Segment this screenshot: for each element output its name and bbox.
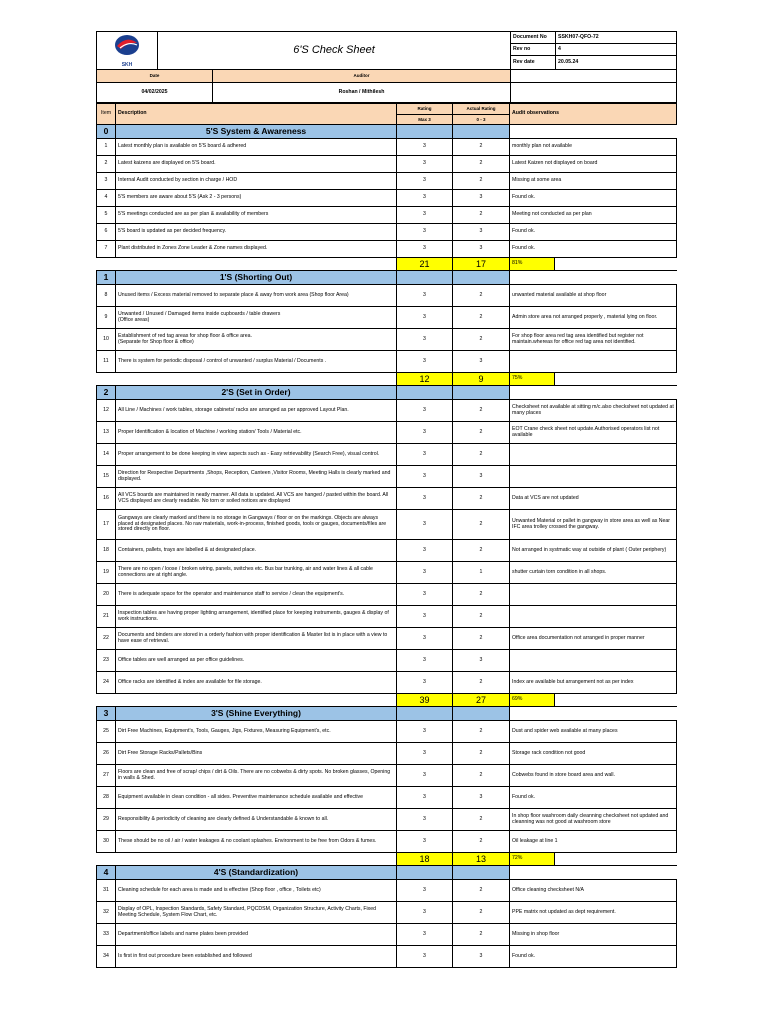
audit-observation: Meeting not conducted as per plan (510, 207, 677, 224)
item-description: Department/office labels and name plates been provided (116, 924, 397, 946)
audit-observation: unwanted material available at shop floor (510, 285, 677, 307)
max-rating: 3 (397, 584, 453, 606)
audit-observation: Storage rack condition not good (510, 743, 677, 765)
item-description: Unused items / Excess material removed to separate place & away from work area (Shop floor Area) (116, 285, 397, 307)
col-rating-sub: Max 3 (397, 115, 453, 125)
item-description: 5'S meetings conducted are as per plan & availability of members (116, 207, 397, 224)
table-row (97, 765, 677, 787)
item-number: 8 (97, 285, 116, 307)
actual-rating: 2 (453, 307, 510, 329)
audit-observation: Admin store area not arranged properly , material lying on floor. (510, 307, 677, 329)
max-rating: 3 (397, 307, 453, 329)
audit-observation: Cobwebs found in store board area and wall. (510, 765, 677, 787)
actual-rating: 3 (453, 946, 510, 968)
actual-rating: 2 (453, 329, 510, 351)
audit-observation: Index are available but arrangement not as per index (510, 672, 677, 694)
audit-observation: Unwanted Material or pallet in gangway in store area as well as Near IFC area trolley crossed the gangway. (510, 510, 677, 540)
max-rating: 3 (397, 207, 453, 224)
audit-observation (510, 650, 677, 672)
item-number: 11 (97, 351, 116, 373)
table-row (97, 946, 677, 968)
table-row (97, 488, 677, 510)
max-rating: 3 (397, 902, 453, 924)
max-rating: 3 (397, 400, 453, 422)
item-description: Direction for Respective Departments ,Shops, Reception, Canteen ,Visitor Rooms, Meeting Halls is clearly marked and displayed. (116, 466, 397, 488)
actual-rating: 2 (453, 156, 510, 173)
item-number: 1 (97, 139, 116, 156)
item-description: Cleaning schedule for each area is made and is effective (Shop floor , office , Toilets etc) (116, 880, 397, 902)
max-rating: 3 (397, 173, 453, 190)
max-rating: 3 (397, 510, 453, 540)
table-row (97, 139, 677, 156)
table-row (97, 831, 677, 853)
section-percent: 72% (510, 853, 555, 866)
table-row (97, 241, 677, 258)
audit-observation: Office cleaning checksheet N/A (510, 880, 677, 902)
item-description: Latest monthly plan is available on 5'S board & adhered (116, 139, 397, 156)
col-item-header: Item (97, 104, 116, 125)
actual-rating: 2 (453, 285, 510, 307)
table-row (97, 351, 677, 373)
max-rating: 3 (397, 743, 453, 765)
item-number: 13 (97, 422, 116, 444)
item-number: 26 (97, 743, 116, 765)
item-description: Latest kaizens are displayed on 5'S board. (116, 156, 397, 173)
col-description-header: Description (116, 104, 397, 125)
audit-observation: Found ok. (510, 190, 677, 207)
section-total-actual: 17 (453, 258, 510, 271)
item-description: Is first in first out procedure been established and followed (116, 946, 397, 968)
item-number: 2 (97, 156, 116, 173)
item-number: 24 (97, 672, 116, 694)
actual-rating: 2 (453, 139, 510, 156)
item-number: 3 (97, 173, 116, 190)
section-title: 4'S (Standardization) (116, 866, 397, 880)
actual-rating: 2 (453, 584, 510, 606)
item-description: Unwanted / Unused / Damaged items inside cupboards / table drawers (Office areas) (116, 307, 397, 329)
table-row (97, 743, 677, 765)
item-description: Office tables are well arranged as per office guidelines. (116, 650, 397, 672)
table-row (97, 584, 677, 606)
item-number: 31 (97, 880, 116, 902)
col-actual-sub: 0 - 3 (453, 115, 510, 125)
audit-observation (510, 584, 677, 606)
max-rating: 3 (397, 540, 453, 562)
audit-observation: shutter curtain torn condition in all shops. (510, 562, 677, 584)
actual-rating: 3 (453, 241, 510, 258)
table-row (97, 207, 677, 224)
max-rating: 3 (397, 422, 453, 444)
table-row (97, 329, 677, 351)
section-total-max: 21 (397, 258, 453, 271)
section-number: 3 (97, 707, 116, 721)
max-rating: 3 (397, 946, 453, 968)
item-description: There is adequate space for the operator and maintenance staff to service / clean the equipment's. (116, 584, 397, 606)
max-rating: 3 (397, 156, 453, 173)
max-rating: 3 (397, 606, 453, 628)
max-rating: 3 (397, 562, 453, 584)
audit-observation: Found ok. (510, 224, 677, 241)
section-total-max: 18 (397, 853, 453, 866)
actual-rating: 2 (453, 721, 510, 743)
section-title: 5'S System & Awareness (116, 125, 397, 139)
table-row (97, 902, 677, 924)
actual-rating: 2 (453, 400, 510, 422)
table-row (97, 224, 677, 241)
section-number: 0 (97, 125, 116, 139)
col-rating-header: Rating (397, 104, 453, 115)
item-description: All Line / Machines / work tables, storage cabinets/ racks are arranged as per approved Layout Plan. (116, 400, 397, 422)
audit-observation: Latest Kaizen not displayed on board (510, 156, 677, 173)
actual-rating: 2 (453, 924, 510, 946)
item-number: 7 (97, 241, 116, 258)
audit-observation: Missing in shop floor (510, 924, 677, 946)
audit-observation (510, 466, 677, 488)
table-row (97, 562, 677, 584)
table-row (97, 628, 677, 650)
max-rating: 3 (397, 628, 453, 650)
audit-observation (510, 351, 677, 373)
table-row (97, 156, 677, 173)
max-rating: 3 (397, 787, 453, 809)
actual-rating: 2 (453, 902, 510, 924)
item-description: Inspection tables are having proper lighting arrangement, identified place for keeping instruments, gauges & display of work instructions. (116, 606, 397, 628)
max-rating: 3 (397, 831, 453, 853)
max-rating: 3 (397, 329, 453, 351)
actual-rating: 2 (453, 831, 510, 853)
auditor-value: Roshan / Mithilesh (213, 83, 511, 103)
item-description: Gangways are clearly marked and there is no storage in Gangways / floor or on the markings. Objects are always placed at designated places. No raw materials, work-in-process, finished goods, tools or gauges, documents/files are stored directly on floor. (116, 510, 397, 540)
skh-logo-icon (112, 33, 142, 63)
max-rating: 3 (397, 721, 453, 743)
actual-rating: 2 (453, 743, 510, 765)
item-number: 19 (97, 562, 116, 584)
item-description: Responsibility & periodicity of cleaning are clearly defined & Understandable & known to all. (116, 809, 397, 831)
item-number: 15 (97, 466, 116, 488)
item-number: 5 (97, 207, 116, 224)
table-row (97, 307, 677, 329)
item-description: Floors are clean and free of scrap/ chips / dirt & Oils. There are no cobwebs & dirty spots. No broken glasses, Opening in walls & Shed. (116, 765, 397, 787)
doc-label: Document No (511, 32, 556, 44)
item-description: Office racks are identified & index are available for file storage. (116, 672, 397, 694)
item-number: 23 (97, 650, 116, 672)
max-rating: 3 (397, 190, 453, 207)
item-number: 32 (97, 902, 116, 924)
section-title: 2'S (Set in Order) (116, 386, 397, 400)
actual-rating: 2 (453, 422, 510, 444)
max-rating: 3 (397, 444, 453, 466)
item-description: All VCS boards are maintained in neatly manner. All data is updated. All VCS are hanged / pasted within the board. All VCS displayed are clearly readable. No torn or soiled notices are displayed (116, 488, 397, 510)
item-description: Proper Identification & location of Machine / working station/ Tools / Material etc. (116, 422, 397, 444)
max-rating: 3 (397, 672, 453, 694)
table-row (97, 880, 677, 902)
date-value: 04/02/2025 (97, 83, 213, 103)
actual-rating: 2 (453, 510, 510, 540)
max-rating: 3 (397, 224, 453, 241)
col-observations-header: Audit observations (510, 104, 677, 125)
audit-observation: For shop floor area red tag area identified but register not maintain.whereas for office red tag area not identified. (510, 329, 677, 351)
section-percent: 75% (510, 373, 555, 386)
table-row (97, 787, 677, 809)
item-number: 20 (97, 584, 116, 606)
item-description: Containers, pallets, trays are labelled & at designated place. (116, 540, 397, 562)
table-row (97, 721, 677, 743)
section-number: 2 (97, 386, 116, 400)
table-row (97, 400, 677, 422)
doc-label: Rev date (511, 56, 556, 70)
table-row (97, 466, 677, 488)
section-percent: 81% (510, 258, 555, 271)
item-description: Documents and binders are stored in a orderly fashion with proper identification & Master list is in place with a view to have ease of retrieval. (116, 628, 397, 650)
item-number: 25 (97, 721, 116, 743)
actual-rating: 2 (453, 173, 510, 190)
company-logo (97, 32, 158, 70)
actual-rating: 3 (453, 650, 510, 672)
item-number: 28 (97, 787, 116, 809)
date-label: Date (97, 70, 213, 83)
table-row (97, 190, 677, 207)
doc-value: 4 (556, 44, 677, 56)
table-row (97, 173, 677, 190)
audit-observation: monthly plan not available (510, 139, 677, 156)
actual-rating: 2 (453, 672, 510, 694)
table-row (97, 606, 677, 628)
max-rating: 3 (397, 351, 453, 373)
table-row (97, 924, 677, 946)
actual-rating: 2 (453, 488, 510, 510)
table-row (97, 650, 677, 672)
item-number: 21 (97, 606, 116, 628)
section-total-max: 12 (397, 373, 453, 386)
actual-rating: 2 (453, 207, 510, 224)
item-description: These should be no oil / air / water leakages & no coolant splashes. Environment to be free from Odors & fumes. (116, 831, 397, 853)
section-total-actual: 27 (453, 694, 510, 707)
actual-rating: 2 (453, 880, 510, 902)
section-total-max: 39 (397, 694, 453, 707)
item-description: Dirt Free Machines, Equipment's, Tools, Gauges, Jigs, Fixtures, Measuring Equipment's, etc. (116, 721, 397, 743)
max-rating: 3 (397, 809, 453, 831)
max-rating: 3 (397, 650, 453, 672)
audit-observation: Dust and spider web available at many places (510, 721, 677, 743)
audit-observation (510, 606, 677, 628)
section-number: 1 (97, 271, 116, 285)
audit-observation (510, 444, 677, 466)
item-number: 29 (97, 809, 116, 831)
doc-label: Rev no (511, 44, 556, 56)
actual-rating: 2 (453, 809, 510, 831)
table-row (97, 510, 677, 540)
table-row (97, 422, 677, 444)
item-number: 6 (97, 224, 116, 241)
audit-observation: Found ok. (510, 946, 677, 968)
table-row (97, 540, 677, 562)
section-title: 3'S (Shine Everything) (116, 707, 397, 721)
page-title: 6'S Check Sheet (158, 32, 511, 70)
item-number: 9 (97, 307, 116, 329)
checklist-table (96, 103, 677, 968)
item-number: 30 (97, 831, 116, 853)
section-title: 1'S (Shorting Out) (116, 271, 397, 285)
max-rating: 3 (397, 880, 453, 902)
item-number: 27 (97, 765, 116, 787)
item-description: Internal Audit conducted by section in charge / HOD (116, 173, 397, 190)
item-description: Establishment of red tag areas for shop floor & office area. (Separate for Shop floor & office) (116, 329, 397, 351)
item-number: 22 (97, 628, 116, 650)
audit-observation: PPE matrix not updated as dept requirement. (510, 902, 677, 924)
item-description: Display of OPL, Inspection Standards, Safety Standard, PQCDSM, Organization Structure, Activity Charts, Fixed Meeting Schedule, System Flow Chart, etc. (116, 902, 397, 924)
audit-observation: In shop floor washroom daily cleanning checksheet not updated and cleanning was not good at washroom store (510, 809, 677, 831)
item-description: Equipment available in clean condition - all sides. Preventive maintenance schedule available and effective (116, 787, 397, 809)
section-total-actual: 13 (453, 853, 510, 866)
max-rating: 3 (397, 924, 453, 946)
section-number: 4 (97, 866, 116, 880)
table-row (97, 809, 677, 831)
item-number: 12 (97, 400, 116, 422)
actual-rating: 2 (453, 765, 510, 787)
actual-rating: 2 (453, 540, 510, 562)
item-description: 5'S board is updated as per decided frequency. (116, 224, 397, 241)
item-number: 18 (97, 540, 116, 562)
max-rating: 3 (397, 765, 453, 787)
section-percent: 69% (510, 694, 555, 707)
audit-observation: Checksheet not available at sitting m/c.also checksheet not updated at many places (510, 400, 677, 422)
item-description: Dirt Free Storage Racks/Pallets/Bins (116, 743, 397, 765)
doc-value: SSKH07-QFO-72 (556, 32, 677, 44)
item-description: Proper arrangement to be done keeping in view aspects such as - Easy retrievability (Search Free), visual control. (116, 444, 397, 466)
audit-observation: Found ok. (510, 241, 677, 258)
section-total-actual: 9 (453, 373, 510, 386)
max-rating: 3 (397, 488, 453, 510)
check-sheet (96, 31, 676, 968)
item-description: Plant distributed in Zones Zone Leader & Zone names displayed. (116, 241, 397, 258)
actual-rating: 1 (453, 562, 510, 584)
item-number: 17 (97, 510, 116, 540)
audit-observation: Missing at some area (510, 173, 677, 190)
actual-rating: 3 (453, 190, 510, 207)
audit-observation: Data at VCS are not updated (510, 488, 677, 510)
actual-rating: 2 (453, 628, 510, 650)
item-number: 10 (97, 329, 116, 351)
item-number: 4 (97, 190, 116, 207)
audit-observation: Office area documentation not arranged in proper manner (510, 628, 677, 650)
item-description: There are no open / loose / broken wiring, panels, switches etc. Bus bar trunking, air and water lines & all cable connections are at right angle. (116, 562, 397, 584)
max-rating: 3 (397, 241, 453, 258)
auditor-label: Auditor (213, 70, 511, 83)
item-description: There is system for periodic disposal / control of unwanted / surplus Material / Documents . (116, 351, 397, 373)
actual-rating: 3 (453, 787, 510, 809)
actual-rating: 2 (453, 606, 510, 628)
table-row (97, 285, 677, 307)
logo-text: SKH (121, 61, 133, 68)
col-actual-header: Actual Rating (453, 104, 510, 115)
item-description: 5'S members are aware about 5'S (Ask 2 - 3 persons) (116, 190, 397, 207)
actual-rating: 3 (453, 224, 510, 241)
audit-observation: Oil leakage at line 1 (510, 831, 677, 853)
doc-value: 20.05.24 (556, 56, 677, 70)
max-rating: 3 (397, 466, 453, 488)
audit-observation: Found ok. (510, 787, 677, 809)
item-number: 14 (97, 444, 116, 466)
table-row (97, 444, 677, 466)
item-number: 33 (97, 924, 116, 946)
actual-rating: 3 (453, 351, 510, 373)
audit-observation: EOT Crane check sheet not update.Authorised operators list not available (510, 422, 677, 444)
actual-rating: 3 (453, 466, 510, 488)
max-rating: 3 (397, 139, 453, 156)
max-rating: 3 (397, 285, 453, 307)
item-number: 16 (97, 488, 116, 510)
table-row (97, 672, 677, 694)
actual-rating: 2 (453, 444, 510, 466)
item-number: 34 (97, 946, 116, 968)
header-table (96, 31, 677, 103)
audit-observation: Not arranged in systmatic way at outside of plant ( Outer periphery) (510, 540, 677, 562)
